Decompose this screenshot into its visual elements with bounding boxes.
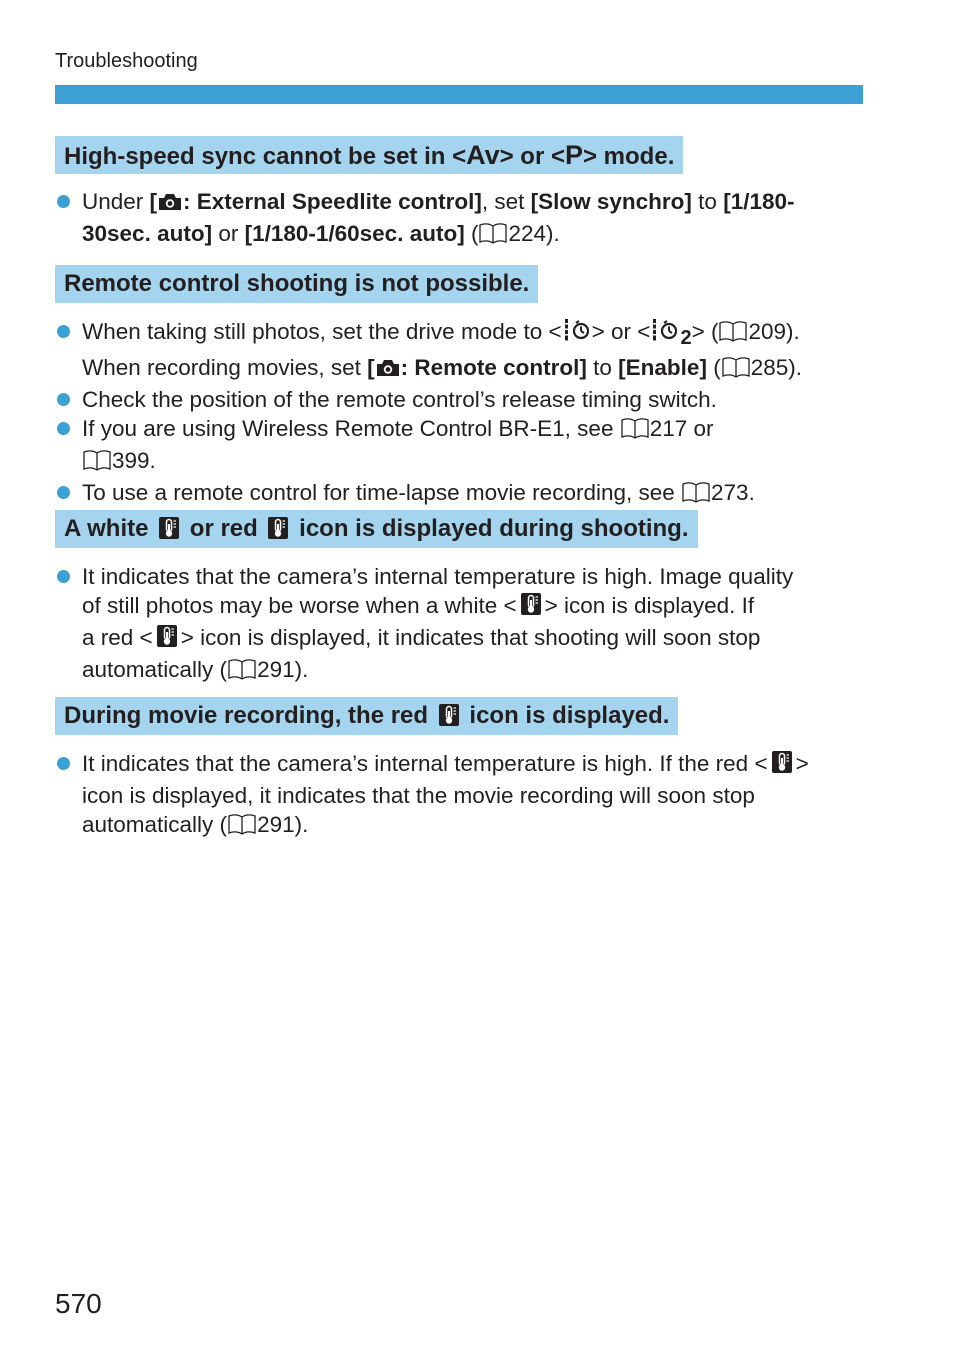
remote-self-timer-icon [650, 318, 680, 349]
text: ( [464, 221, 479, 246]
list-item [55, 317, 885, 385]
text: To use a remote control for time-lapse movie recording, see [82, 480, 682, 505]
white-temperature-icon [158, 514, 180, 552]
title-text: icon is displayed. [462, 702, 670, 729]
title-text: A white [64, 515, 156, 542]
title-text: > or < [499, 143, 565, 170]
option-name: 30sec. auto] [82, 221, 213, 246]
menu-name: : Remote control] [400, 355, 587, 380]
text: When taking still photos, set the drive mode to < [82, 319, 562, 344]
text: or [212, 221, 245, 246]
book-icon [478, 222, 508, 251]
title-text: icon is displayed during shooting. [292, 515, 689, 542]
page-reference: 209). [748, 319, 800, 344]
av-mode-icon: Av [466, 140, 500, 170]
text: to [691, 189, 724, 214]
title-text: > mode. [583, 143, 675, 170]
option-name: [1/180-1/60sec. auto] [244, 221, 465, 246]
book-icon [721, 356, 751, 385]
section-title-high-speed-sync [55, 136, 683, 174]
page-reference: 399. [112, 448, 156, 473]
text: > ( [691, 319, 719, 344]
camera-icon [375, 356, 401, 385]
list-item [55, 749, 885, 842]
setting-name: [Slow synchro] [530, 189, 692, 214]
text: It indicates that the camera’s internal temperature is high. Image quality [82, 564, 794, 589]
list-item [55, 414, 885, 478]
text: automatically ( [82, 657, 228, 682]
camera-icon [157, 190, 183, 219]
section-title-remote-control [55, 265, 538, 303]
text: If you are using Wireless Remote Control BR-E1, see [82, 416, 620, 441]
text: of still photos may be worse when a white < [82, 593, 517, 618]
text: automatically ( [82, 812, 228, 837]
menu-bracket: [ [149, 189, 158, 214]
header-accent-bar [55, 85, 863, 104]
red-temperature-icon [771, 750, 793, 781]
option-name: [Enable] [618, 355, 707, 380]
list-item [55, 478, 885, 510]
book-icon [681, 481, 711, 510]
page-number: 570 [55, 1288, 102, 1319]
page-reference: 285). [750, 355, 802, 380]
page-reference: 291). [257, 657, 309, 682]
text: > [795, 751, 809, 776]
text: a red < [82, 625, 153, 650]
red-temperature-icon [267, 514, 289, 552]
running-head: Troubleshooting [55, 50, 198, 72]
text: Check the position of the remote control’s release timing switch. [82, 387, 717, 412]
page-reference: 224). [508, 221, 560, 246]
text: , set [481, 189, 531, 214]
book-icon [227, 813, 257, 842]
text: It indicates that the camera’s internal temperature is high. If the red < [82, 751, 768, 776]
bullet-list-high-speed-sync [55, 187, 885, 251]
list-item [55, 562, 885, 687]
white-temperature-icon [520, 592, 542, 623]
book-icon [227, 658, 257, 687]
page-reference: 273. [711, 480, 755, 505]
bullet-list-movie-temperature [55, 749, 885, 842]
title-text: High-speed sync cannot be set in < [64, 143, 467, 170]
list-item [55, 385, 885, 414]
book-icon [718, 320, 748, 349]
book-icon [620, 417, 650, 446]
menu-bracket: [ [367, 355, 375, 380]
page-reference: 291). [257, 812, 309, 837]
title-text: Remote control shooting is not possible. [64, 270, 530, 297]
text: Under [82, 189, 150, 214]
text: > icon is displayed, it indicates that shooting will soon stop [180, 625, 761, 650]
section-title-temperature-warning [55, 510, 698, 548]
page-reference: 217 or [649, 416, 714, 441]
title-text: During movie recording, the red [64, 702, 435, 729]
bullet-list-remote-control [55, 317, 885, 510]
section-title-movie-temperature [55, 697, 678, 735]
remote-self-timer-icon [562, 318, 592, 349]
red-temperature-icon [438, 701, 460, 739]
text: > icon is displayed. If [544, 593, 755, 618]
menu-name: : External Speedlite control] [183, 189, 482, 214]
list-item [55, 187, 885, 251]
red-temperature-icon [156, 624, 178, 655]
p-mode-icon: P [564, 140, 583, 170]
text: to [586, 355, 619, 380]
text: > or < [591, 319, 651, 344]
timer-2-subscript: 2 [680, 327, 692, 349]
bullet-list-temperature-warning [55, 562, 885, 687]
title-text: or red [183, 515, 265, 542]
option-name: [1/180- [723, 189, 795, 214]
text: When recording movies, set [82, 355, 368, 380]
text: icon is displayed, it indicates that the movie recording will soon stop [82, 783, 755, 808]
book-icon [82, 449, 112, 478]
text: ( [706, 355, 721, 380]
